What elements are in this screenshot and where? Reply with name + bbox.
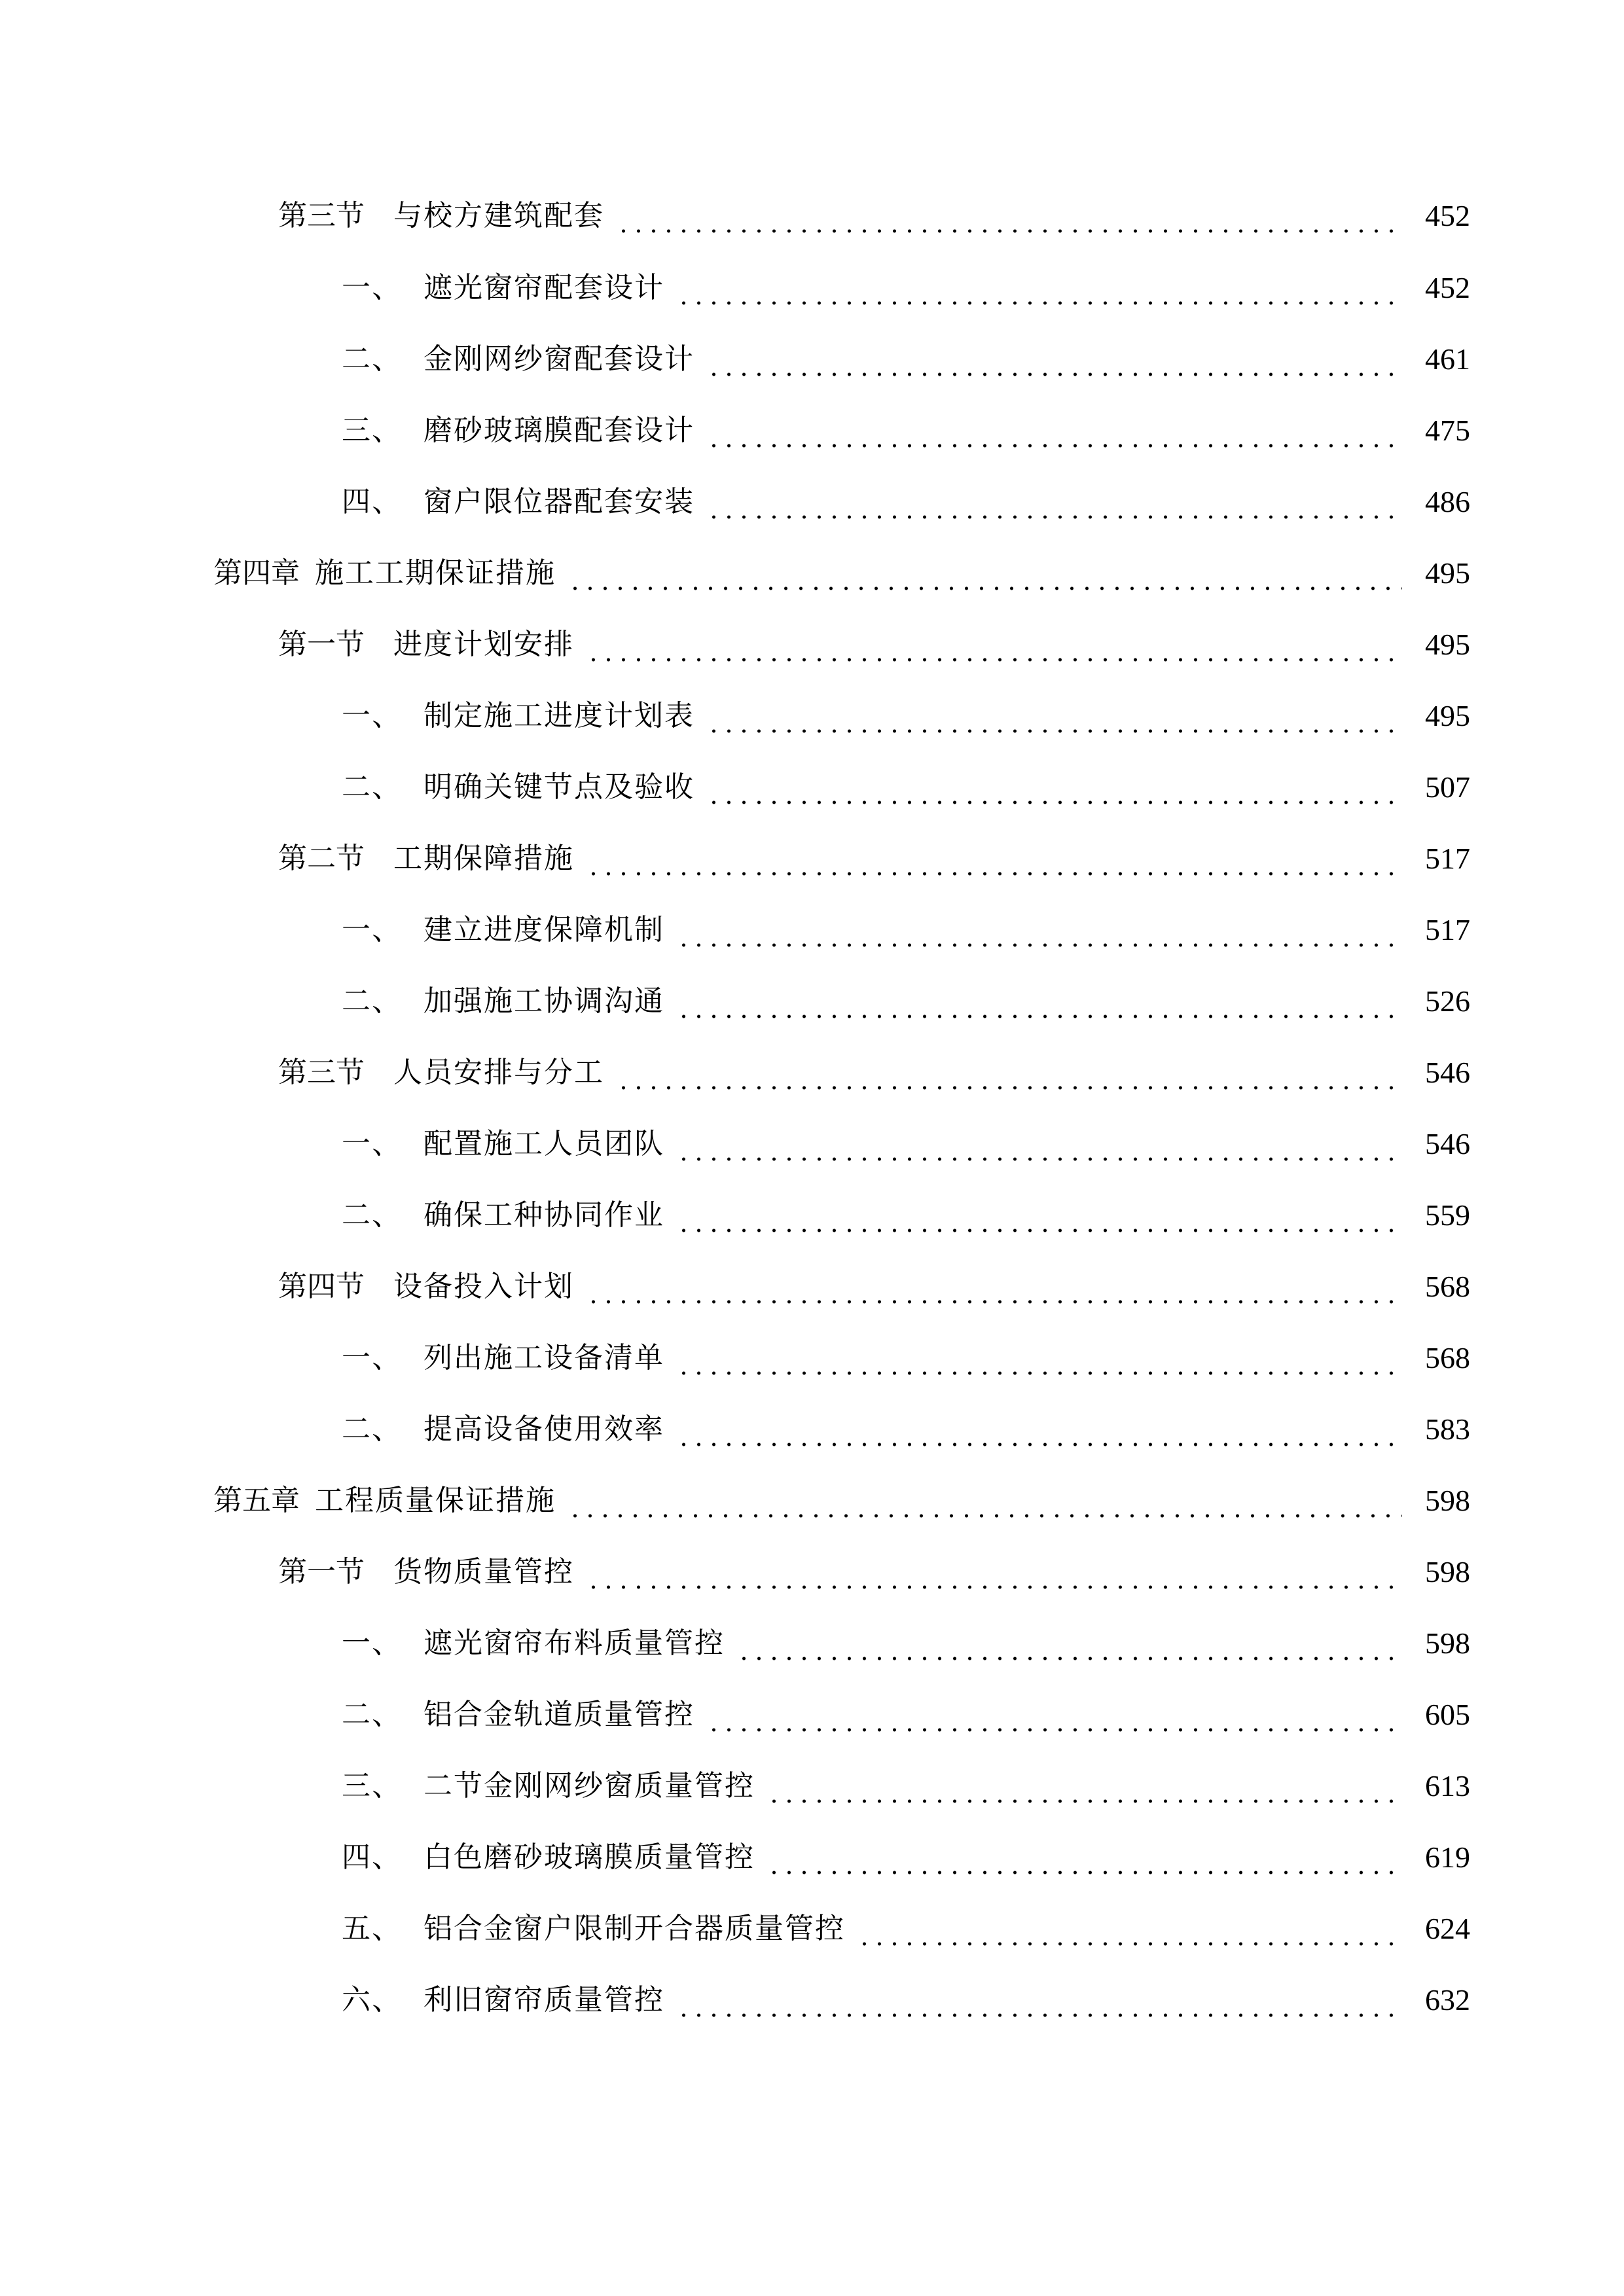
toc-entry-title: 工期保障措施 <box>393 842 574 875</box>
toc-entry-page-number: 619 <box>1425 1840 1470 1874</box>
toc-entry-page-number: 486 <box>1425 485 1470 518</box>
toc-entry[interactable] <box>278 1050 1470 1096</box>
dot-leader <box>676 265 1402 311</box>
toc-entry-number: 一、 <box>342 1127 402 1160</box>
dot-leader <box>586 1264 1402 1310</box>
dot-leader <box>586 836 1402 882</box>
toc-entry-page-number: 546 <box>1425 1056 1470 1089</box>
toc-entry-page-number: 598 <box>1425 1626 1470 1660</box>
dot-leader <box>616 193 1402 239</box>
toc-entry-number: 二、 <box>342 342 402 376</box>
dot-leader <box>676 1121 1402 1167</box>
toc-entry-title: 配置施工人员团队 <box>424 1127 664 1160</box>
toc-entry[interactable] <box>342 1621 1470 1666</box>
toc-entry-title: 明确关键节点及验收 <box>424 770 695 804</box>
toc-entry-number: 一、 <box>342 1341 402 1374</box>
toc-entry[interactable] <box>342 764 1470 810</box>
toc-entry-title: 遮光窗帘配套设计 <box>424 271 664 304</box>
toc-entry-page-number: 507 <box>1425 770 1470 804</box>
dot-leader <box>676 1407 1402 1452</box>
toc-entry[interactable] <box>342 1835 1470 1880</box>
dot-leader <box>706 1692 1402 1738</box>
toc-entry-page-number: 495 <box>1425 556 1470 590</box>
toc-entry-title: 加强施工协调沟通 <box>424 984 664 1018</box>
toc-entry-number: 第三节 <box>278 199 365 232</box>
toc-entry[interactable] <box>278 836 1470 882</box>
toc-entry-title: 进度计划安排 <box>393 628 574 661</box>
toc-entry-title: 与校方建筑配套 <box>393 199 604 232</box>
toc-entry-page-number: 452 <box>1425 271 1470 304</box>
toc-entry-page-number: 517 <box>1425 842 1470 875</box>
dot-leader <box>767 1763 1402 1809</box>
dot-leader <box>857 1906 1402 1952</box>
toc-entry-page-number: 624 <box>1425 1912 1470 1945</box>
dot-leader <box>676 978 1402 1024</box>
toc-entry[interactable] <box>342 693 1470 739</box>
toc-entry-number: 二、 <box>342 984 402 1018</box>
toc-entry[interactable] <box>342 265 1470 311</box>
dot-leader <box>676 1977 1402 2023</box>
dot-leader <box>767 1835 1402 1880</box>
toc-entry-page-number: 598 <box>1425 1484 1470 1517</box>
toc-entry-title: 铝合金窗户限制开合器质量管控 <box>424 1912 845 1945</box>
toc-entry[interactable] <box>278 1264 1470 1310</box>
toc-entry-page-number: 526 <box>1425 984 1470 1018</box>
toc-entry[interactable] <box>342 1335 1470 1381</box>
toc-entry[interactable] <box>278 1549 1470 1595</box>
toc-entry-title: 窗户限位器配套安装 <box>424 485 695 518</box>
toc-entry[interactable] <box>342 1763 1470 1809</box>
toc-entry-page-number: 495 <box>1425 628 1470 661</box>
toc-entry[interactable] <box>342 1121 1470 1167</box>
toc-entry-number: 第四节 <box>278 1270 365 1303</box>
toc-entry[interactable] <box>342 1692 1470 1738</box>
toc-entry[interactable] <box>342 479 1470 525</box>
toc-entry-title: 设备投入计划 <box>393 1270 574 1303</box>
toc-entry[interactable] <box>278 193 1470 239</box>
toc-entry-number: 一、 <box>342 1626 402 1660</box>
dot-leader <box>676 907 1402 953</box>
toc-entry-page-number: 495 <box>1425 699 1470 732</box>
toc-entry[interactable] <box>342 1977 1470 2023</box>
toc-entry[interactable] <box>213 1478 1470 1524</box>
toc-entry[interactable] <box>342 1407 1470 1452</box>
toc-entry-title: 货物质量管控 <box>393 1555 574 1588</box>
dot-leader <box>586 622 1402 668</box>
toc-entry-title: 列出施工设备清单 <box>424 1341 664 1374</box>
toc-entry-page-number: 559 <box>1425 1198 1470 1232</box>
toc-entry-number: 四、 <box>342 485 402 518</box>
toc-entry[interactable] <box>342 978 1470 1024</box>
toc-entry-title: 遮光窗帘布料质量管控 <box>424 1626 725 1660</box>
toc-entry-title: 提高设备使用效率 <box>424 1412 664 1446</box>
toc-entry-number: 二、 <box>342 1198 402 1232</box>
toc-entry-page-number: 605 <box>1425 1698 1470 1731</box>
dot-leader <box>706 693 1402 739</box>
toc-entry-number: 第三节 <box>278 1056 365 1089</box>
toc-entry-title: 二节金刚网纱窗质量管控 <box>424 1769 755 1803</box>
toc-entry-page-number: 568 <box>1425 1341 1470 1374</box>
toc-entry-number: 二、 <box>342 1698 402 1731</box>
dot-leader <box>586 1549 1402 1595</box>
toc-entry-title: 确保工种协同作业 <box>424 1198 664 1232</box>
toc-entry-title: 磨砂玻璃膜配套设计 <box>424 414 695 447</box>
dot-leader <box>736 1621 1402 1666</box>
toc-entry[interactable] <box>213 550 1470 596</box>
dot-leader <box>706 479 1402 525</box>
dot-leader <box>568 550 1402 596</box>
toc-entry-page-number: 598 <box>1425 1555 1470 1588</box>
toc-entry[interactable] <box>342 336 1470 382</box>
dot-leader <box>706 336 1402 382</box>
toc-entry-number: 第五章 <box>213 1484 300 1517</box>
toc-entry-page-number: 613 <box>1425 1769 1470 1803</box>
toc-entry-title: 白色磨砂玻璃膜质量管控 <box>424 1840 755 1874</box>
toc-entry-page-number: 452 <box>1425 199 1470 232</box>
dot-leader <box>568 1478 1402 1524</box>
toc-entry-number: 三、 <box>342 414 402 447</box>
toc-entry-page-number: 568 <box>1425 1270 1470 1303</box>
toc-entry-number: 四、 <box>342 1840 402 1874</box>
toc-entry-number: 二、 <box>342 1412 402 1446</box>
toc-entry-page-number: 475 <box>1425 414 1470 447</box>
toc-entry-page-number: 632 <box>1425 1983 1470 2017</box>
toc-entry-page-number: 583 <box>1425 1412 1470 1446</box>
toc-entry-page-number: 546 <box>1425 1127 1470 1160</box>
toc-entry-number: 一、 <box>342 271 402 304</box>
toc-entry-title: 利旧窗帘质量管控 <box>424 1983 664 2017</box>
toc-entry-title: 人员安排与分工 <box>393 1056 604 1089</box>
toc-entry-number: 第一节 <box>278 1555 365 1588</box>
toc-entry-title: 工程质量保证措施 <box>315 1484 556 1517</box>
dot-leader <box>706 764 1402 810</box>
dot-leader <box>676 1193 1402 1238</box>
toc-entry-title: 制定施工进度计划表 <box>424 699 695 732</box>
toc-entry[interactable] <box>278 622 1470 668</box>
toc-entry-title: 施工工期保证措施 <box>315 556 556 590</box>
toc-entry[interactable] <box>342 1193 1470 1238</box>
toc-entry[interactable] <box>342 1906 1470 1952</box>
toc-entry-number: 第一节 <box>278 628 365 661</box>
toc-entry-title: 建立进度保障机制 <box>424 913 664 946</box>
dot-leader <box>706 408 1402 454</box>
dot-leader <box>616 1050 1402 1096</box>
toc-entry-number: 二、 <box>342 770 402 804</box>
toc-entry-number: 五、 <box>342 1912 402 1945</box>
toc-entry-page-number: 461 <box>1425 342 1470 376</box>
toc-entry-title: 铝合金轨道质量管控 <box>424 1698 695 1731</box>
toc-entry-title: 金刚网纱窗配套设计 <box>424 342 695 376</box>
toc-entry-number: 六、 <box>342 1983 402 2017</box>
toc-entry-number: 第四章 <box>213 556 300 590</box>
toc-entry-page-number: 517 <box>1425 913 1470 946</box>
dot-leader <box>676 1335 1402 1381</box>
toc-entry-number: 一、 <box>342 913 402 946</box>
toc-entry-number: 第二节 <box>278 842 365 875</box>
toc-entry-number: 一、 <box>342 699 402 732</box>
toc-entry[interactable] <box>342 408 1470 454</box>
toc-entry[interactable] <box>342 907 1470 953</box>
toc-entry-number: 三、 <box>342 1769 402 1803</box>
